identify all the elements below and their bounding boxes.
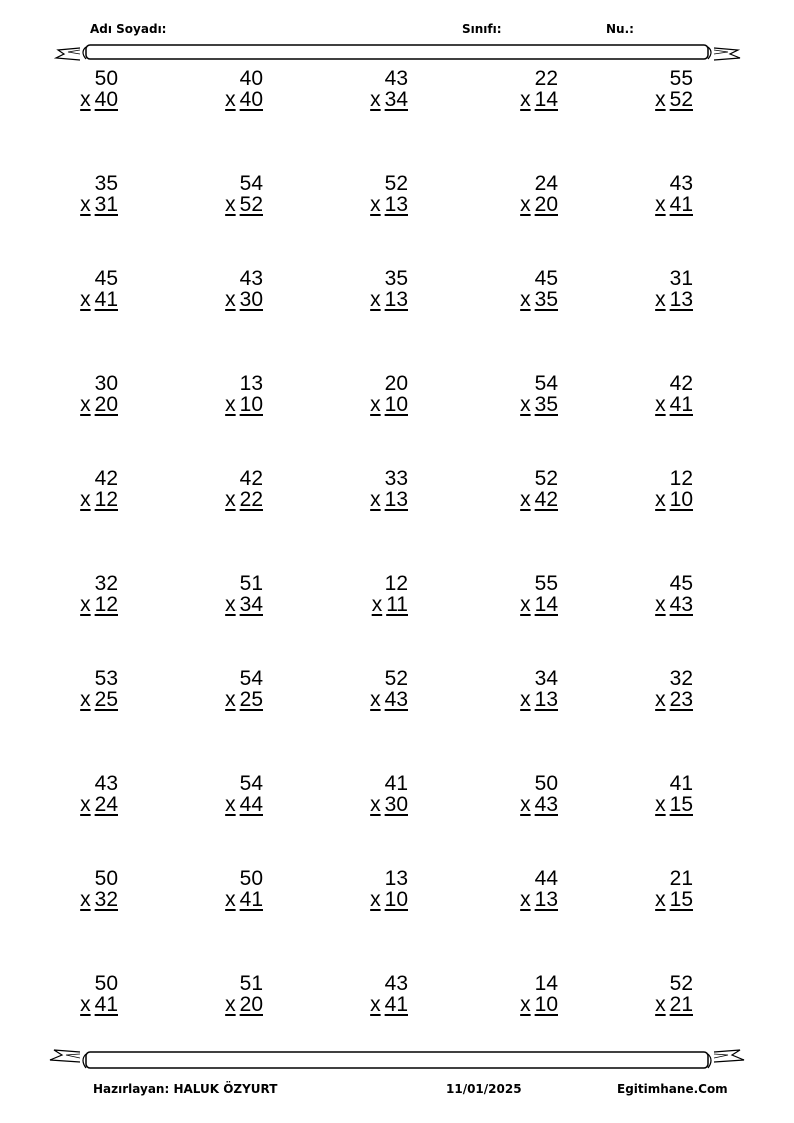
- multiplicand: 54: [239, 667, 263, 690]
- multiplication-problem: [193, 868, 263, 916]
- multiplication-problem: [48, 173, 118, 221]
- multiplier: 14: [534, 88, 558, 111]
- multiplier: 30: [384, 793, 408, 816]
- multiplier-line: [219, 889, 263, 910]
- multiplier: 43: [669, 593, 693, 616]
- multiplier-line: [514, 994, 558, 1015]
- multiplication-problem: [338, 373, 408, 421]
- multiplicand: 43: [384, 972, 408, 995]
- multiplier-line: [649, 194, 693, 215]
- multiplicand: 41: [384, 772, 408, 795]
- times-operator: x: [371, 593, 383, 616]
- times-operator: x: [520, 688, 531, 711]
- multiplier: 34: [384, 88, 408, 111]
- header-banner: [40, 40, 754, 70]
- times-operator: x: [655, 993, 666, 1016]
- times-operator: x: [370, 288, 381, 311]
- multiplication-problem: [338, 973, 408, 1021]
- times-operator: x: [225, 393, 236, 416]
- multiplier-line: [219, 794, 263, 815]
- multiplier: 12: [94, 593, 118, 616]
- times-operator: x: [80, 193, 91, 216]
- author-label: Hazırlayan: HALUK ÖZYURT: [93, 1082, 278, 1096]
- name-label: Adı Soyadı:: [90, 22, 167, 36]
- multiplication-problem: [48, 868, 118, 916]
- multiplier-line: [364, 394, 408, 415]
- multiplier-line: [219, 594, 263, 615]
- site-label: Egitimhane.Com: [617, 1082, 728, 1096]
- multiplication-problem: [48, 573, 118, 621]
- times-operator: x: [225, 288, 236, 311]
- multiplication-problem: [338, 268, 408, 316]
- multiplier: 41: [94, 288, 118, 311]
- times-operator: x: [520, 288, 531, 311]
- multiplier: 20: [239, 993, 263, 1016]
- times-operator: x: [655, 88, 666, 111]
- multiplier: 21: [669, 993, 693, 1016]
- multiplicand: 50: [94, 972, 118, 995]
- multiplier-line: [514, 289, 558, 310]
- times-operator: x: [520, 88, 531, 111]
- multiplication-problem: [193, 773, 263, 821]
- multiplier: 13: [669, 288, 693, 311]
- times-operator: x: [80, 288, 91, 311]
- multiplicand: 24: [534, 172, 558, 195]
- multiplier: 40: [94, 88, 118, 111]
- multiplication-problem: [193, 973, 263, 1021]
- multiplication-problem: [623, 973, 693, 1021]
- multiplicand: 55: [534, 572, 558, 595]
- multiplication-problem: [623, 68, 693, 116]
- multiplier-line: [74, 394, 118, 415]
- multiplier-line: [74, 489, 118, 510]
- multiplier-line: [364, 794, 408, 815]
- times-operator: x: [370, 888, 381, 911]
- multiplier-line: [74, 889, 118, 910]
- multiplier: 11: [386, 593, 408, 616]
- times-operator: x: [370, 793, 381, 816]
- times-operator: x: [370, 688, 381, 711]
- multiplication-problem: [48, 468, 118, 516]
- multiplication-problem: [338, 468, 408, 516]
- multiplier-line: [364, 194, 408, 215]
- multiplier: 41: [669, 393, 693, 416]
- multiplication-problem: [338, 868, 408, 916]
- multiplier-line: [74, 89, 118, 110]
- multiplicand: 40: [239, 67, 263, 90]
- multiplier: 41: [239, 888, 263, 911]
- multiplier: 13: [384, 193, 408, 216]
- multiplicand: 30: [94, 372, 118, 395]
- multiplication-problem: [488, 868, 558, 916]
- multiplier: 40: [239, 88, 263, 111]
- times-operator: x: [80, 688, 91, 711]
- multiplication-problem: [623, 373, 693, 421]
- multiplication-problem: [48, 973, 118, 1021]
- multiplication-problem: [338, 68, 408, 116]
- multiplicand: 20: [384, 372, 408, 395]
- times-operator: x: [370, 488, 381, 511]
- multiplicand: 42: [239, 467, 263, 490]
- multiplier: 52: [669, 88, 693, 111]
- times-operator: x: [370, 993, 381, 1016]
- multiplicand: 12: [384, 572, 408, 595]
- multiplicand: 44: [534, 867, 558, 890]
- multiplicand: 50: [239, 867, 263, 890]
- multiplicand: 34: [534, 667, 558, 690]
- multiplication-problem: [338, 668, 408, 716]
- multiplier-line: [364, 689, 408, 710]
- times-operator: x: [655, 793, 666, 816]
- multiplier-line: [74, 289, 118, 310]
- multiplier: 44: [239, 793, 263, 816]
- multiplier-line: [219, 689, 263, 710]
- times-operator: x: [520, 593, 531, 616]
- multiplier-line: [514, 489, 558, 510]
- times-operator: x: [520, 393, 531, 416]
- times-operator: x: [520, 793, 531, 816]
- multiplier: 30: [239, 288, 263, 311]
- times-operator: x: [655, 593, 666, 616]
- multiplier-line: [514, 194, 558, 215]
- multiplier: 22: [239, 488, 263, 511]
- multiplicand: 21: [669, 867, 693, 890]
- multiplication-problem: [338, 173, 408, 221]
- times-operator: x: [225, 793, 236, 816]
- multiplier: 43: [534, 793, 558, 816]
- multiplication-problem: [488, 268, 558, 316]
- multiplier-line: [74, 594, 118, 615]
- multiplier: 20: [94, 393, 118, 416]
- multiplier: 10: [534, 993, 558, 1016]
- multiplicand: 22: [534, 67, 558, 90]
- multiplier: 13: [534, 888, 558, 911]
- multiplication-problem: [488, 468, 558, 516]
- times-operator: x: [370, 193, 381, 216]
- multiplier-line: [364, 594, 408, 615]
- multiplicand: 43: [94, 772, 118, 795]
- times-operator: x: [80, 888, 91, 911]
- multiplication-problem: [623, 868, 693, 916]
- multiplicand: 52: [384, 667, 408, 690]
- multiplication-problem: [488, 173, 558, 221]
- times-operator: x: [520, 488, 531, 511]
- multiplicand: 50: [94, 867, 118, 890]
- multiplier: 15: [669, 793, 693, 816]
- multiplier-line: [649, 489, 693, 510]
- multiplier-line: [364, 89, 408, 110]
- times-operator: x: [655, 288, 666, 311]
- multiplier: 42: [534, 488, 558, 511]
- multiplier-line: [649, 794, 693, 815]
- multiplication-problem: [488, 973, 558, 1021]
- multiplication-problem: [193, 468, 263, 516]
- times-operator: x: [655, 193, 666, 216]
- times-operator: x: [655, 488, 666, 511]
- footer-banner: [40, 1046, 754, 1076]
- multiplier-line: [219, 394, 263, 415]
- times-operator: x: [225, 88, 236, 111]
- date-label: 11/01/2025: [446, 1082, 522, 1096]
- multiplier: 12: [94, 488, 118, 511]
- times-operator: x: [225, 488, 236, 511]
- multiplier: 43: [384, 688, 408, 711]
- multiplication-problem: [623, 773, 693, 821]
- multiplication-problem: [623, 668, 693, 716]
- multiplier-line: [514, 794, 558, 815]
- times-operator: x: [520, 193, 531, 216]
- multiplier-line: [219, 89, 263, 110]
- multiplier: 31: [94, 193, 118, 216]
- multiplicand: 54: [239, 172, 263, 195]
- times-operator: x: [655, 888, 666, 911]
- multiplier-line: [649, 689, 693, 710]
- multiplication-problem: [623, 268, 693, 316]
- multiplier: 32: [94, 888, 118, 911]
- multiplication-problem: [338, 573, 408, 621]
- times-operator: x: [225, 593, 236, 616]
- multiplicand: 41: [669, 772, 693, 795]
- multiplication-problem: [623, 173, 693, 221]
- multiplicand: 42: [94, 467, 118, 490]
- multiplicand: 51: [239, 972, 263, 995]
- multiplicand: 54: [239, 772, 263, 795]
- multiplicand: 42: [669, 372, 693, 395]
- times-operator: x: [80, 793, 91, 816]
- multiplier: 41: [94, 993, 118, 1016]
- multiplication-problem: [193, 373, 263, 421]
- multiplier-line: [649, 89, 693, 110]
- number-label: Nu.:: [606, 22, 634, 36]
- multiplier-line: [364, 489, 408, 510]
- multiplier-line: [364, 289, 408, 310]
- multiplier: 10: [384, 888, 408, 911]
- times-operator: x: [370, 88, 381, 111]
- multiplicand: 12: [669, 467, 693, 490]
- multiplier: 35: [534, 393, 558, 416]
- multiplication-problem: [338, 773, 408, 821]
- multiplicand: 45: [534, 267, 558, 290]
- multiplier: 13: [384, 488, 408, 511]
- multiplication-problem: [48, 668, 118, 716]
- multiplicand: 43: [239, 267, 263, 290]
- multiplication-problem: [48, 68, 118, 116]
- multiplier: 14: [534, 593, 558, 616]
- times-operator: x: [520, 993, 531, 1016]
- multiplication-problem: [488, 373, 558, 421]
- multiplicand: 50: [534, 772, 558, 795]
- times-operator: x: [655, 393, 666, 416]
- multiplier-line: [649, 994, 693, 1015]
- multiplicand: 43: [669, 172, 693, 195]
- multiplier-line: [514, 594, 558, 615]
- multiplicand: 33: [384, 467, 408, 490]
- multiplier-line: [514, 394, 558, 415]
- multiplicand: 52: [534, 467, 558, 490]
- multiplier-line: [514, 889, 558, 910]
- times-operator: x: [655, 688, 666, 711]
- multiplier: 13: [534, 688, 558, 711]
- multiplier-line: [649, 394, 693, 415]
- multiplicand: 51: [239, 572, 263, 595]
- multiplication-problem: [48, 268, 118, 316]
- multiplier-line: [74, 794, 118, 815]
- times-operator: x: [520, 888, 531, 911]
- multiplicand: 50: [94, 67, 118, 90]
- multiplication-problem: [193, 173, 263, 221]
- multiplier: 10: [239, 393, 263, 416]
- multiplicand: 14: [534, 972, 558, 995]
- multiplication-problem: [193, 268, 263, 316]
- multiplier-line: [74, 689, 118, 710]
- multiplicand: 55: [669, 67, 693, 90]
- multiplicand: 35: [384, 267, 408, 290]
- multiplier: 25: [239, 688, 263, 711]
- multiplicand: 45: [94, 267, 118, 290]
- multiplier: 20: [534, 193, 558, 216]
- class-label: Sınıfı:: [462, 22, 502, 36]
- multiplicand: 31: [669, 267, 693, 290]
- multiplication-problem: [623, 468, 693, 516]
- multiplier-line: [219, 289, 263, 310]
- multiplier-line: [219, 194, 263, 215]
- multiplier: 25: [94, 688, 118, 711]
- multiplicand: 45: [669, 572, 693, 595]
- times-operator: x: [80, 593, 91, 616]
- multiplicand: 52: [669, 972, 693, 995]
- multiplier-line: [219, 994, 263, 1015]
- multiplier-line: [74, 194, 118, 215]
- multiplication-problem: [48, 373, 118, 421]
- multiplier: 41: [384, 993, 408, 1016]
- multiplier: 34: [239, 593, 263, 616]
- multiplier-line: [649, 289, 693, 310]
- multiplication-problem: [488, 573, 558, 621]
- multiplication-problem: [488, 773, 558, 821]
- multiplication-problem: [488, 668, 558, 716]
- multiplicand: 35: [94, 172, 118, 195]
- multiplicand: 32: [669, 667, 693, 690]
- multiplier: 52: [239, 193, 263, 216]
- multiplier-line: [649, 889, 693, 910]
- multiplier: 10: [384, 393, 408, 416]
- multiplicand: 52: [384, 172, 408, 195]
- multiplication-problem: [48, 773, 118, 821]
- multiplication-problem: [488, 68, 558, 116]
- times-operator: x: [225, 993, 236, 1016]
- multiplier: 23: [669, 688, 693, 711]
- times-operator: x: [225, 193, 236, 216]
- multiplicand: 13: [239, 372, 263, 395]
- times-operator: x: [225, 888, 236, 911]
- times-operator: x: [80, 393, 91, 416]
- times-operator: x: [80, 488, 91, 511]
- multiplication-problem: [623, 573, 693, 621]
- multiplicand: 54: [534, 372, 558, 395]
- times-operator: x: [80, 88, 91, 111]
- multiplicand: 32: [94, 572, 118, 595]
- multiplier-line: [514, 689, 558, 710]
- multiplication-problem: [193, 668, 263, 716]
- times-operator: x: [225, 688, 236, 711]
- times-operator: x: [370, 393, 381, 416]
- multiplicand: 13: [384, 867, 408, 890]
- multiplier: 41: [669, 193, 693, 216]
- multiplier-line: [514, 89, 558, 110]
- multiplier: 10: [669, 488, 693, 511]
- multiplicand: 53: [94, 667, 118, 690]
- multiplier: 24: [94, 793, 118, 816]
- multiplier-line: [364, 994, 408, 1015]
- times-operator: x: [80, 993, 91, 1016]
- multiplication-problem: [193, 573, 263, 621]
- multiplier: 15: [669, 888, 693, 911]
- multiplier-line: [649, 594, 693, 615]
- multiplicand: 43: [384, 67, 408, 90]
- multiplier-line: [74, 994, 118, 1015]
- multiplier: 13: [384, 288, 408, 311]
- multiplier: 35: [534, 288, 558, 311]
- multiplier-line: [219, 489, 263, 510]
- multiplier-line: [364, 889, 408, 910]
- multiplication-problem: [193, 68, 263, 116]
